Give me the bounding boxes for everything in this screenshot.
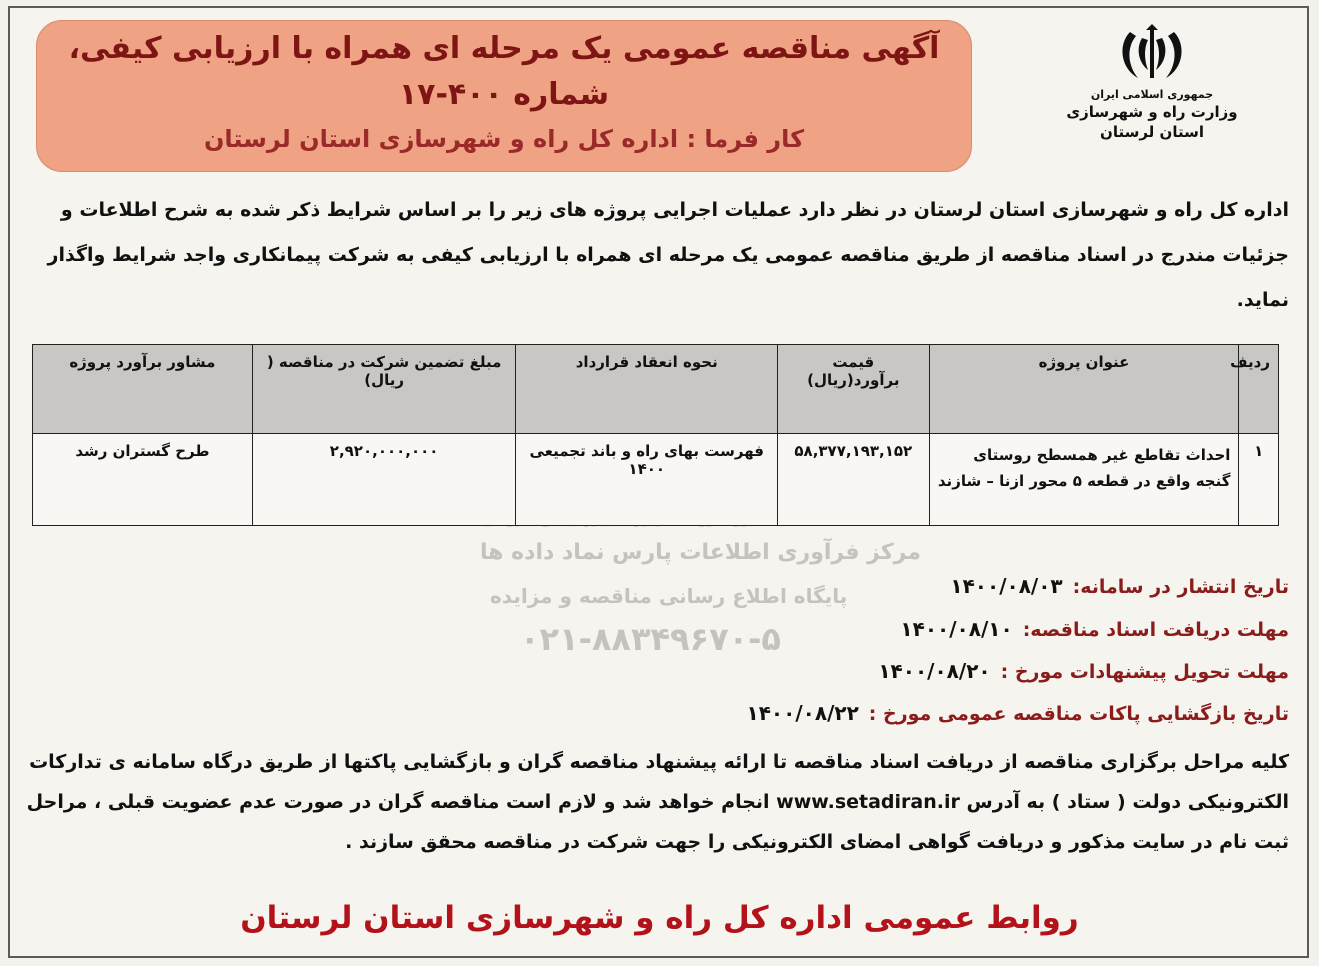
- opening-date-label: تاریخ بازگشایی پاکات مناقصه عمومی مورخ :: [868, 703, 1289, 725]
- bids-deadline-label: مهلت تحویل پیشنهادات مورخ :: [1000, 661, 1289, 683]
- bids-deadline-value: ۱۴۰۰/۰۸/۲۰: [878, 659, 991, 683]
- bids-deadline-row: [878, 659, 1289, 683]
- opening-date-row: [747, 701, 1289, 725]
- col-header-consultant: مشاور برآورد پروژه: [33, 345, 253, 434]
- cell-title: احداث تقاطع غیر همسطح روستای گنجه واقع در قطعه ۵ محور ازنا – شازند: [929, 434, 1239, 526]
- publish-date-label: تاریخ انتشار در سامانه:: [1072, 576, 1289, 598]
- col-header-contract: نحوه انعقاد قرارداد: [516, 345, 778, 434]
- employer-line: کار فرما : اداره کل راه و شهرسازی استان لرستان: [203, 125, 805, 153]
- logo-province: استان لرستان: [1100, 123, 1204, 141]
- logo-ministry: وزارت راه و شهرسازی: [1066, 103, 1238, 121]
- notice-header: [36, 20, 972, 172]
- cell-index: ۱: [1239, 434, 1279, 526]
- col-header-title: عنوان پروژه: [929, 345, 1239, 434]
- intro-paragraph: اداره کل راه و شهرسازی استان لرستان در نظر دارد عملیات اجرایی پروژه های زیر را بر اساس شرایط ذکر شده به شرح اطلاعات و جزئیات مندرج در اسناد مناقصه از طریق مناقصه عمومی یک مرحله ای همراه با ارزیابی کیفی به شرکت پیمانکاری واجد شرایط واگذار نماید.: [47, 199, 1289, 311]
- publish-date-value: ۱۴۰۰/۰۸/۰۳: [950, 574, 1063, 598]
- iran-emblem-icon: [1116, 24, 1188, 86]
- col-header-index: ردیف: [1239, 345, 1279, 434]
- cell-consultant: طرح گستران رشد: [33, 434, 253, 526]
- notice-title-line2: شماره ۴۰۰-۱۷: [398, 77, 610, 112]
- cell-contract: فهرست بهای راه و باند تجمیعی ۱۴۰۰: [516, 434, 778, 526]
- col-header-guarantee: مبلغ تضمین شرکت در مناقصه ( ریال): [252, 345, 516, 434]
- cell-guarantee: ۲,۹۲۰,۰۰۰,۰۰۰: [252, 434, 516, 526]
- documents-deadline-label: مهلت دریافت اسناد مناقصه:: [1022, 619, 1289, 641]
- cell-price: ۵۸,۳۷۷,۱۹۳,۱۵۲: [777, 434, 929, 526]
- documents-deadline-value: ۱۴۰۰/۰۸/۱۰: [900, 617, 1013, 641]
- footer-signature: روابط عمومی اداره کل راه و شهرسازی استان لرستان: [240, 900, 1079, 936]
- ministry-logo: [1052, 24, 1252, 174]
- table-header-row: [33, 345, 1279, 434]
- opening-date-value: ۱۴۰۰/۰۸/۲۲: [746, 701, 859, 725]
- tender-table: [32, 344, 1279, 526]
- watermark-line2: پایگاه اطلاع رسانی مناقصه و مزایده: [490, 584, 848, 608]
- logo-republic: جمهوری اسلامی ایران: [1090, 88, 1214, 101]
- col-header-price: قیمت برآورد(ریال): [777, 345, 929, 434]
- table-row: [33, 434, 1279, 526]
- watermark-phone: ۰۲۱-۸۸۳۴۹۶۷۰-۵: [520, 620, 781, 658]
- notice-title-line1: آگهی مناقصه عمومی یک مرحله ای همراه با ارزیابی کیفی،: [68, 31, 940, 66]
- watermark-line1: مرکز فرآوری اطلاعات پارس نماد داده ها: [480, 540, 921, 565]
- documents-deadline-row: [900, 617, 1289, 641]
- publish-date-row: [950, 574, 1289, 598]
- closing-paragraph: کلیه مراحل برگزاری مناقصه از دریافت اسناد مناقصه تا ارائه پیشنهاد مناقصه گران و بازگشایی پاکتها از طریق درگاه سامانه ی تدارکات الکترونیکی دولت ( ستاد ) به آدرس www.setadiran.ir انجام خواهد شد و لازم است مناقصه گران در صورت عدم عضویت قبلی ، مراحل ثبت نام در سایت مذکور و دریافت گواهی امضای الکترونیکی را جهت شرکت در مناقصه محقق سازند .: [26, 751, 1289, 853]
